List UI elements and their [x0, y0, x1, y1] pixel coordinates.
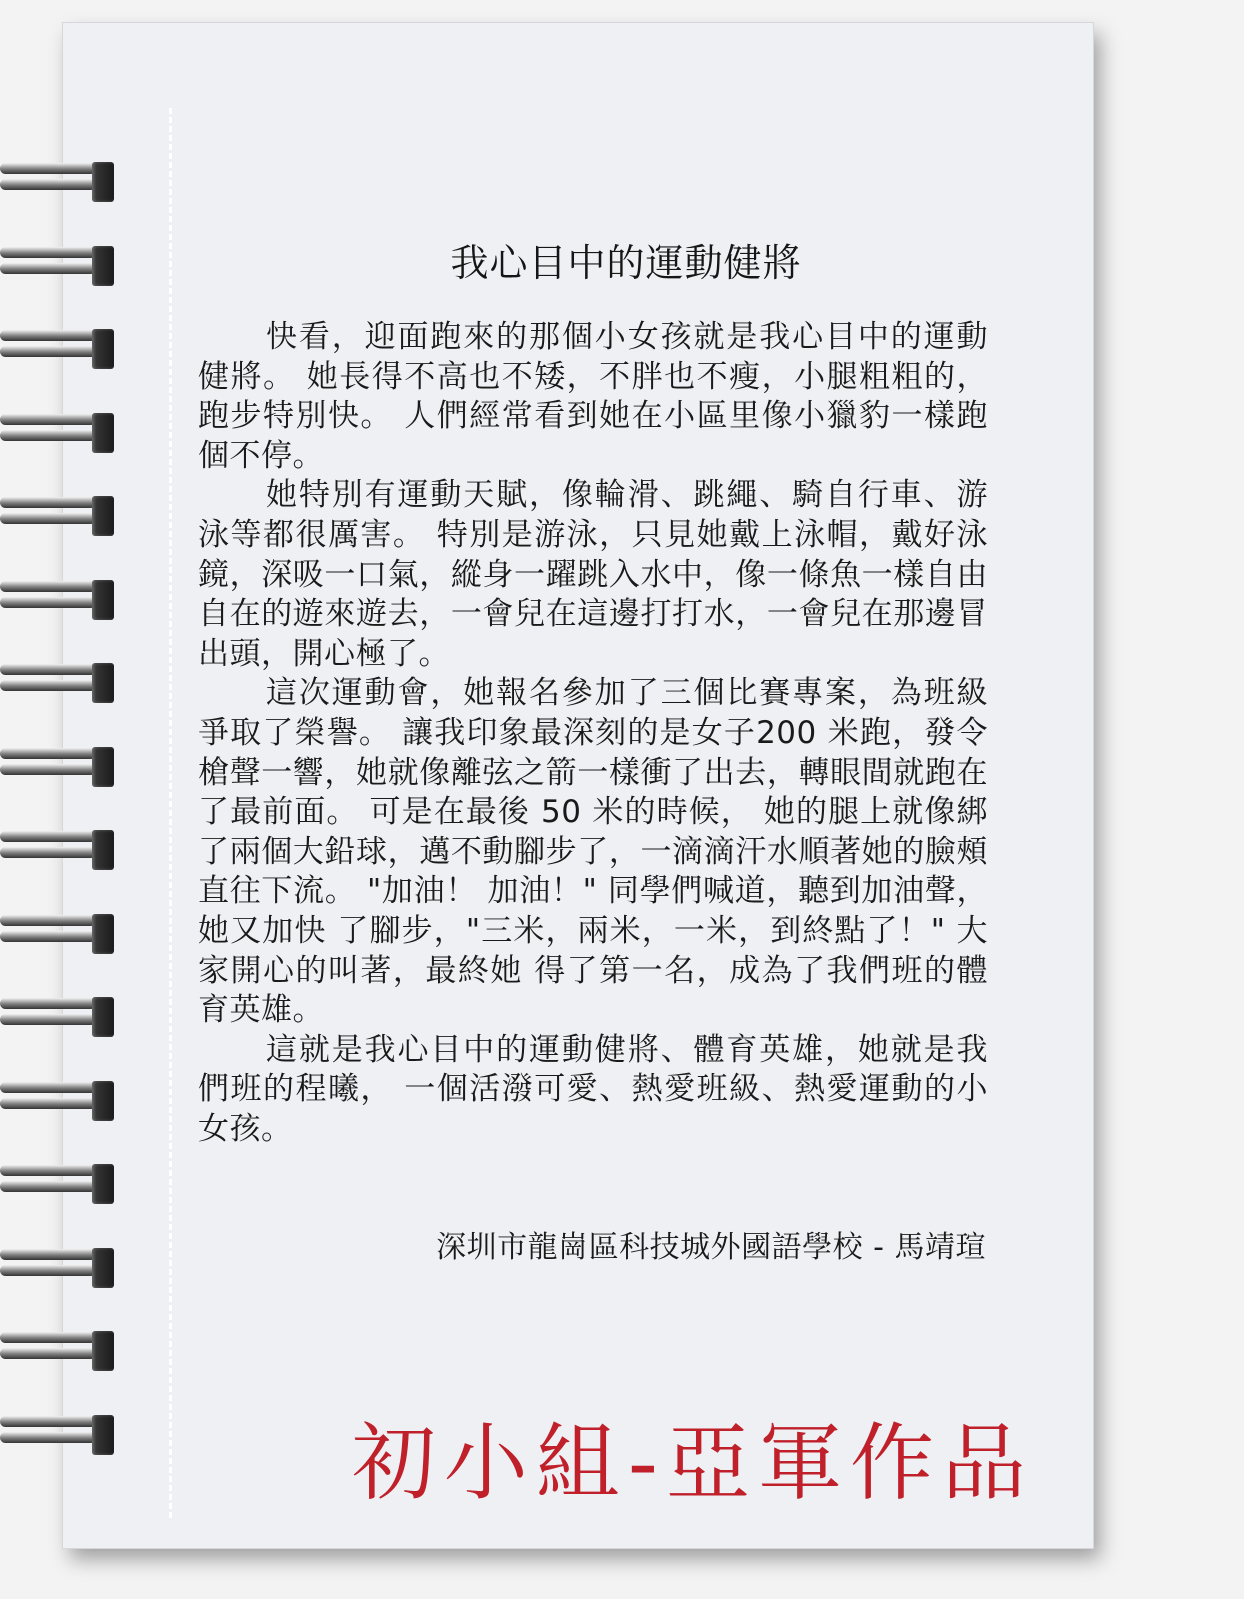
spiral-wire: [0, 597, 96, 608]
spiral-hole: [92, 413, 114, 453]
award-label: 初小組-亞軍作品: [351, 1414, 1034, 1512]
spiral-wire: [0, 1014, 96, 1025]
spiral-wire: [0, 1181, 96, 1192]
spiral-hole: [92, 997, 114, 1037]
essay-paragraph: 這次運動會，她報名參加了三個比賽專案，為班級爭取了榮譽。 讓我印象最深刻的是女子200 米跑，發令槍聲一響，她就像離弦之箭一樣衝了出去，轉眼間就跑在了最前面。 可是在最後 50 米的時候， 她的腿上就像綁了兩個大鉛球，邁不動腳步了，一滴滴汗水順著她的臉頰直往下流。 "加油！ 加油！" 同學們喊道，聽到加油聲，她又加快 了腳步，"三米，兩米，一米，到終點了！" 大家開心的叫著，最終她 得了第一名，成為了我們班的體育英雄。: [198, 675, 988, 1029]
spiral-hole: [92, 580, 114, 620]
spiral-hole: [92, 1081, 114, 1121]
essay-title: 我心目中的運動健將: [450, 241, 802, 285]
spiral-ring: [0, 1329, 118, 1375]
spiral-wire: [0, 414, 96, 425]
spiral-ring: [0, 160, 118, 206]
spiral-wire: [0, 497, 96, 508]
margin-dashed-line: [169, 108, 172, 1518]
essay-paragraph: 快看，迎面跑來的那個小女孩就是我心目中的運動健將。 她長得不高也不矮，不胖也不瘦，小腿粗粗的，跑步特別快。 人們經常看到她在小區里像小獵豹一樣跑個不停。: [198, 319, 988, 474]
spiral-wire: [0, 1332, 96, 1343]
spiral-ring: [0, 411, 118, 457]
spiral-ring: [0, 995, 118, 1041]
spiral-hole: [92, 1164, 114, 1204]
spiral-ring: [0, 1162, 118, 1208]
spiral-hole: [92, 1415, 114, 1455]
spiral-wire: [0, 1265, 96, 1276]
spiral-hole: [92, 663, 114, 703]
spiral-wire: [0, 1098, 96, 1109]
essay-paragraph: 這就是我心目中的運動健將、體育英雄，她就是我們班的程曦， 一個活潑可愛、熱愛班級、熱愛運動的小女孩。: [198, 1031, 988, 1147]
spiral-hole: [92, 1248, 114, 1288]
spiral-hole: [92, 830, 114, 870]
spiral-wire: [0, 1348, 96, 1359]
spiral-ring: [0, 828, 118, 874]
spiral-ring: [0, 327, 118, 373]
spiral-ring: [0, 661, 118, 707]
essay-body: [198, 318, 988, 1149]
spiral-wire: [0, 1082, 96, 1093]
spiral-binding-icon: [0, 160, 118, 1480]
spiral-ring: [0, 1246, 118, 1292]
spiral-wire: [0, 163, 96, 174]
spiral-wire: [0, 748, 96, 759]
spiral-wire: [0, 680, 96, 691]
spiral-ring: [0, 578, 118, 624]
spiral-hole: [92, 1331, 114, 1371]
spiral-wire: [0, 931, 96, 942]
spiral-wire: [0, 1165, 96, 1176]
spiral-wire: [0, 664, 96, 675]
spiral-ring: [0, 1413, 118, 1459]
spiral-ring: [0, 494, 118, 540]
spiral-wire: [0, 179, 96, 190]
spiral-wire: [0, 346, 96, 357]
spiral-hole: [92, 747, 114, 787]
spiral-wire: [0, 330, 96, 341]
spiral-wire: [0, 513, 96, 524]
spiral-wire: [0, 831, 96, 842]
essay-paragraph: 她特別有運動天賦，像輪滑、跳繩、騎自行車、游泳等都很厲害。 特別是游泳，只見她戴上泳帽，戴好泳鏡，深吸一口氣，縱身一躍跳入水中，像一條魚一樣自由自在的遊來遊去，一會兒在這邊打打水，一會兒在那邊冒出頭，開心極了。: [198, 477, 988, 672]
spiral-ring: [0, 912, 118, 958]
spiral-hole: [92, 496, 114, 536]
spiral-hole: [92, 914, 114, 954]
spiral-wire: [0, 998, 96, 1009]
spiral-ring: [0, 1079, 118, 1125]
spiral-wire: [0, 581, 96, 592]
spiral-wire: [0, 764, 96, 775]
spiral-hole: [92, 162, 114, 202]
spiral-wire: [0, 915, 96, 926]
spiral-wire: [0, 1416, 96, 1427]
spiral-hole: [92, 329, 114, 369]
spiral-wire: [0, 1249, 96, 1260]
spiral-wire: [0, 1432, 96, 1443]
spiral-wire: [0, 847, 96, 858]
spiral-ring: [0, 745, 118, 791]
author-signature: 深圳市龍崗區科技城外國語學校 - 馬靖瑄: [436, 1230, 986, 1265]
spiral-wire: [0, 430, 96, 441]
